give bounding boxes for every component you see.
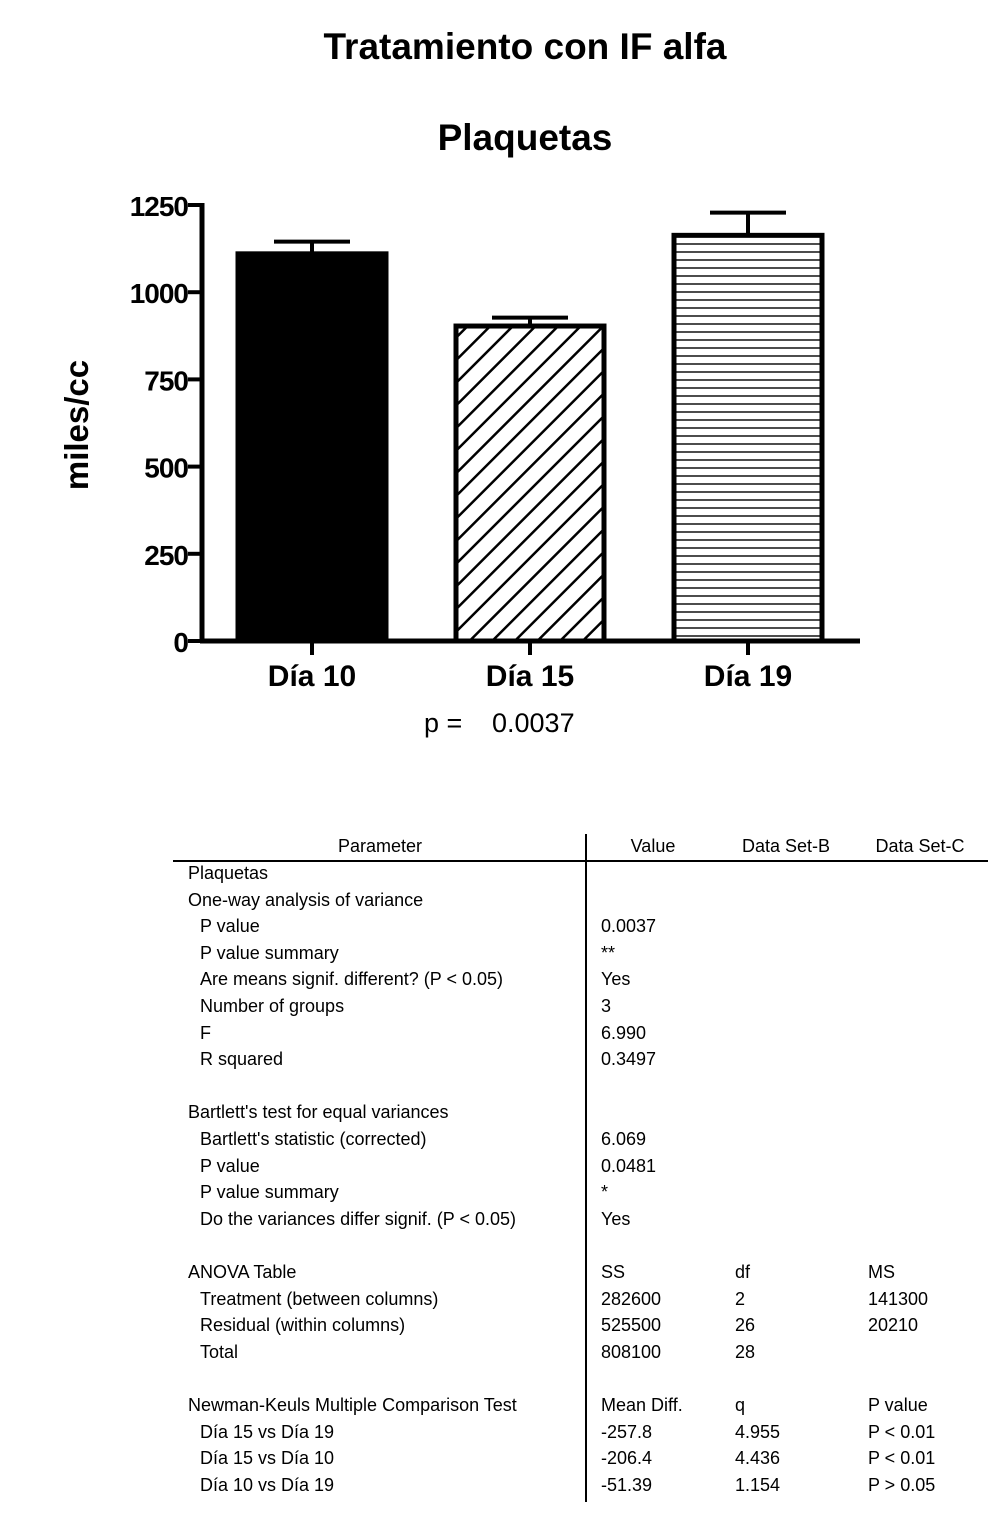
row-parameter: Newman-Keuls Multiple Comparison Test [188, 1395, 517, 1415]
row-parameter: ANOVA Table [188, 1262, 297, 1282]
header-divider [173, 860, 988, 862]
row-parameter: Día 15 vs Día 10 [200, 1448, 335, 1469]
row-data-set-c: 141300 [868, 1288, 929, 1309]
row-value: -51.39 [601, 1474, 653, 1495]
x-tick-label: Día 19 [703, 660, 793, 693]
row-parameter: Día 10 vs Día 19 [200, 1474, 335, 1495]
row-data-set-c: MS [868, 1262, 895, 1282]
row-data-set-c: P > 0.05 [868, 1474, 936, 1495]
row-parameter: Día 15 vs Día 19 [200, 1421, 335, 1442]
header-data-set-c: Data Set-C [875, 836, 965, 856]
row-data-set-c: P < 0.01 [868, 1448, 936, 1469]
row-data-set-c: P < 0.01 [868, 1421, 936, 1442]
row-parameter: Bartlett's statistic (corrected) [200, 1129, 427, 1149]
row-value: 808100 [601, 1341, 662, 1362]
row-value: 282600 [601, 1288, 662, 1309]
row-value: Yes [601, 969, 631, 990]
row-value: 6.069 [601, 1129, 647, 1149]
row-value: Mean Diff. [601, 1395, 683, 1415]
row-value: 0.0481 [601, 1155, 657, 1176]
row-parameter: Bartlett's test for equal variances [188, 1102, 449, 1123]
row-data-set-b: 4.436 [735, 1448, 781, 1469]
row-value: -206.4 [601, 1448, 653, 1469]
chart-subtitle: Plaquetas [437, 117, 613, 158]
p-value: 0.0037 [492, 708, 575, 738]
y-tick-label: 1250 [129, 191, 188, 222]
row-parameter: Are means signif. different? (P < 0.05) [200, 969, 504, 990]
y-tick-label: 500 [144, 452, 188, 484]
row-data-set-b: 26 [735, 1315, 756, 1336]
row-parameter: F [200, 1022, 211, 1043]
row-parameter: P value summary [200, 942, 339, 963]
y-tick-label: 1000 [129, 278, 188, 310]
p-label: p = [424, 708, 463, 738]
row-value: 3 [601, 996, 612, 1016]
header-data-set-b: Data Set-B [741, 836, 831, 856]
x-tick-label: Día 15 [485, 660, 575, 693]
row-value: 0.0037 [601, 916, 657, 937]
row-parameter: Total [200, 1341, 239, 1362]
row-value: 6.990 [601, 1022, 647, 1043]
row-parameter: Plaquetas [188, 863, 269, 883]
row-data-set-c: 20210 [868, 1315, 919, 1336]
column-divider [585, 834, 587, 1502]
row-value: ** [601, 942, 616, 963]
row-data-set-b: df [735, 1262, 751, 1282]
row-value: -257.8 [601, 1421, 653, 1442]
chart-title: Tratamiento con IF alfa [323, 26, 727, 67]
row-data-set-b: 1.154 [735, 1474, 781, 1495]
y-tick-label: 0 [173, 627, 188, 658]
row-parameter: One-way analysis of variance [188, 889, 424, 910]
row-parameter: P value [200, 916, 260, 937]
row-parameter: R squared [200, 1049, 284, 1070]
header-value: Value [630, 836, 676, 856]
x-tick-label: Día 10 [267, 660, 357, 693]
y-axis-label: miles/cc [58, 359, 95, 491]
row-value: 0.3497 [601, 1049, 657, 1070]
row-parameter: Number of groups [200, 996, 345, 1016]
row-data-set-c: P value [868, 1395, 928, 1415]
row-value: * [601, 1182, 609, 1203]
header-parameter: Parameter [337, 836, 423, 856]
row-parameter: P value [200, 1155, 260, 1176]
row-data-set-b: 28 [735, 1341, 756, 1362]
row-parameter: Do the variances differ signif. (P < 0.05) [200, 1208, 517, 1229]
row-data-set-b: q [735, 1395, 746, 1415]
row-data-set-b: 2 [735, 1288, 746, 1309]
row-value: SS [601, 1262, 626, 1282]
row-value: Yes [601, 1208, 631, 1229]
row-parameter: Treatment (between columns) [200, 1288, 439, 1309]
row-parameter: P value summary [200, 1182, 339, 1203]
y-tick-label: 250 [144, 539, 188, 571]
row-data-set-b: 4.955 [735, 1421, 781, 1442]
y-tick-label: 750 [144, 365, 188, 397]
row-parameter: Residual (within columns) [200, 1315, 406, 1336]
row-value: 525500 [601, 1315, 662, 1336]
